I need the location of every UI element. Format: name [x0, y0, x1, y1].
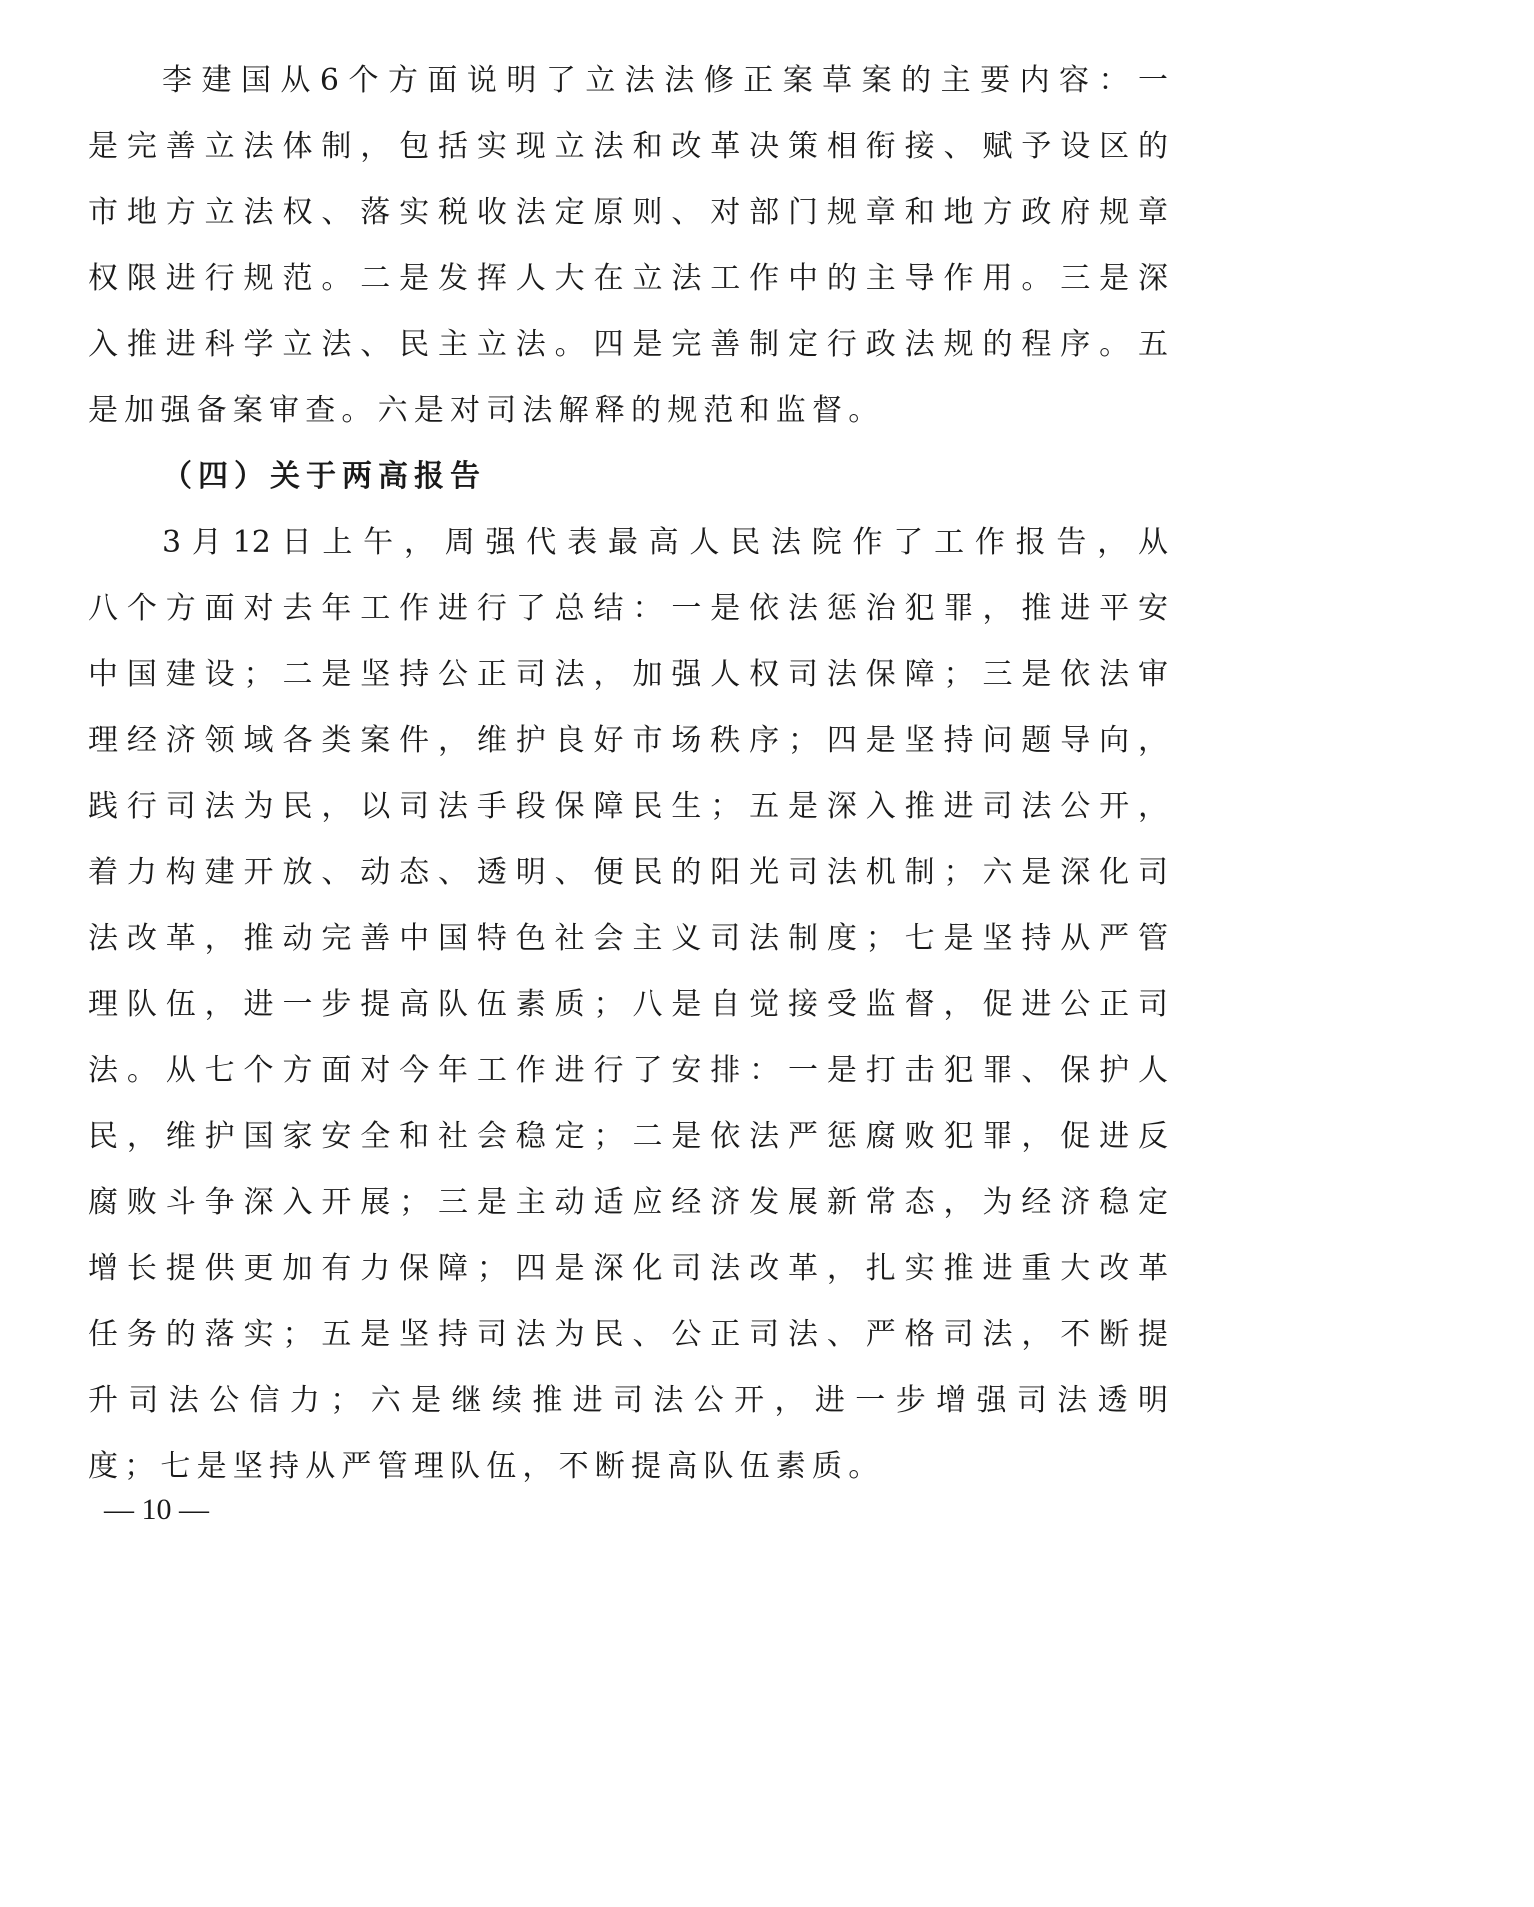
text-line: 民，维护国家安全和社会稳定；二是依法严惩腐败犯罪，促进反 — [88, 1119, 1168, 1154]
text-line: 入推进科学立法、民主立法。四是完善制定行政法规的程序。五 — [88, 327, 1168, 362]
body-text — [88, 48, 1168, 1500]
text-line: 理经济领域各类案件，维护良好市场秩序；四是坚持问题导向， — [88, 723, 1168, 758]
paragraph-legislation-law — [88, 48, 1168, 444]
page-number: — 10 — — [104, 1493, 209, 1526]
text-line: 践行司法为民，以司法手段保障民生；五是深入推进司法公开， — [88, 789, 1168, 824]
text-line: 市地方立法权、落实税收法定原则、对部门规章和地方政府规章 — [88, 195, 1168, 230]
text-line: 李建国从6个方面说明了立法法修正案草案的主要内容：一 — [162, 63, 1168, 98]
text-line: 是加强备案审查。六是对司法解释的规范和监督。 — [88, 393, 885, 428]
text-line: 权限进行规范。二是发挥人大在立法工作中的主导作用。三是深 — [88, 261, 1168, 296]
text-line: 是完善立法体制，包括实现立法和改革决策相衔接、赋予设区的 — [88, 129, 1168, 164]
text-line: 度；七是坚持从严管理队伍，不断提高队伍素质。 — [88, 1449, 885, 1484]
text-line: 理队伍，进一步提高队伍素质；八是自觉接受监督，促进公正司 — [88, 987, 1168, 1022]
text-line: 增长提供更加有力保障；四是深化司法改革，扎实推进重大改革 — [88, 1251, 1168, 1286]
text-line: 中国建设；二是坚持公正司法，加强人权司法保障；三是依法审 — [88, 657, 1168, 692]
text-line: 任务的落实；五是坚持司法为民、公正司法、严格司法，不断提 — [88, 1317, 1168, 1352]
text-line: 法改革，推动完善中国特色社会主义司法制度；七是坚持从严管 — [88, 921, 1168, 956]
text-line: 法。从七个方面对今年工作进行了安排：一是打击犯罪、保护人 — [88, 1053, 1168, 1088]
text-line: 升司法公信力；六是继续推进司法公开，进一步增强司法透明 — [88, 1383, 1168, 1418]
section-heading: （四）关于两高报告 — [162, 459, 486, 494]
text-line: 着力构建开放、动态、透明、便民的阳光司法机制；六是深化司 — [88, 855, 1168, 890]
paragraph-court-report — [88, 510, 1168, 1500]
text-line: 八个方面对去年工作进行了总结：一是依法惩治犯罪，推进平安 — [88, 591, 1168, 626]
text-line: 腐败斗争深入开展；三是主动适应经济发展新常态，为经济稳定 — [88, 1185, 1168, 1220]
text-line: 3月12日上午，周强代表最高人民法院作了工作报告，从 — [162, 525, 1168, 560]
